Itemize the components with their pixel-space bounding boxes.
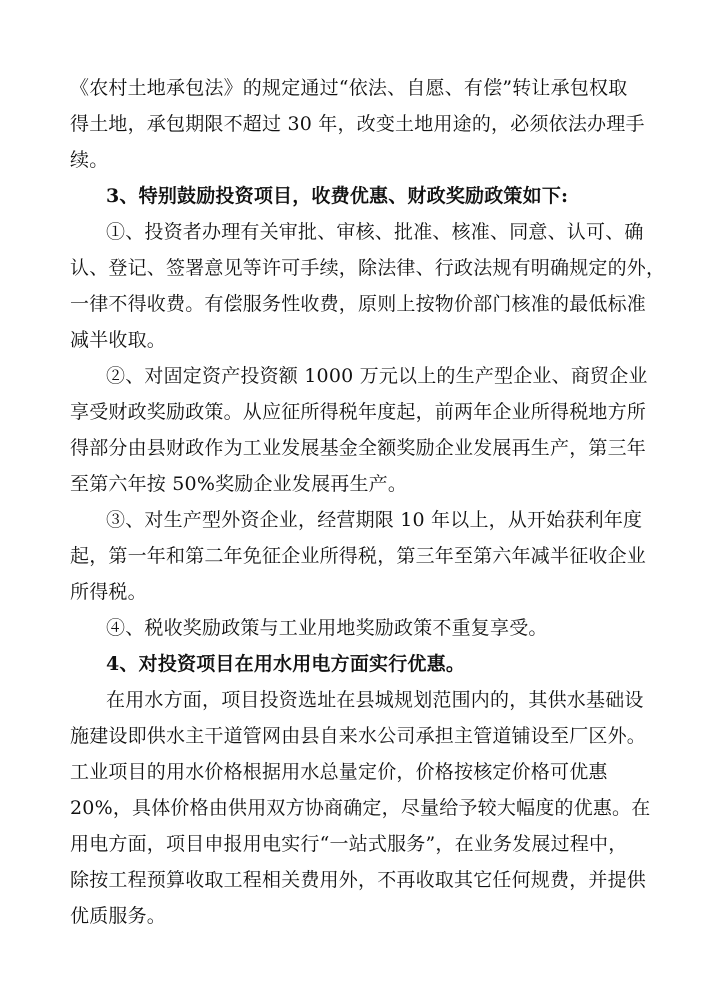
list-item-1-line: 一律不得收费。有偿服务性收费，原则上按物价部门核准的最低标准: [70, 293, 647, 315]
list-item-3-line: ③、对生产型外资企业，经营期限 10 年以上，从开始获利年度: [106, 509, 643, 531]
paragraph-line: 20%，具体价格由供用双方协商确定，尽量给予较大幅度的优惠。在: [70, 797, 651, 819]
paragraph-line: 得土地，承包期限不超过 30 年，改变土地用途的，必须依法办理手: [70, 113, 645, 135]
paragraph-line: 优质服务。: [70, 905, 167, 927]
list-item-1-line: ①、投资者办理有关审批、审核、批准、核准、同意、认可、确: [106, 221, 644, 243]
paragraph-line: 续。: [70, 149, 109, 171]
paragraph-line: 除按工程预算收取工程相关费用外，不再收取其它任何规费，并提供: [70, 869, 647, 891]
paragraph-line: 工业项目的用水价格根据用水总量定价，价格按核定价格可优惠: [70, 761, 608, 783]
list-item-1-line: 减半收取。: [70, 329, 167, 351]
list-item-2-line: ②、对固定资产投资额 1000 万元以上的生产型企业、商贸企业: [106, 365, 648, 387]
section-heading-4: 4、对投资项目在用水用电方面实行优惠。: [106, 653, 466, 675]
section-heading-3: 3、特别鼓励投资项目，收费优惠、财政奖励政策如下:: [106, 185, 569, 207]
list-item-2-line: 至第六年按 50%奖励企业发展再生产。: [70, 473, 408, 495]
list-item-2-line: 享受财政奖励政策。从应征所得税年度起，前两年企业所得税地方所: [70, 401, 647, 423]
list-item-3-line: 起，第一年和第二年免征企业所得税，第三年至第六年减半征收企业: [70, 545, 647, 567]
paragraph-line: 《农村土地承包法》的规定通过“依法、自愿、有偿”转让承包权取: [70, 77, 628, 99]
paragraph-line: 用电方面，项目申报用电实行“一站式服务”，在业务发展过程中，: [70, 833, 628, 855]
list-item-1-line: 认、登记、签署意见等许可手续，除法律、行政法规有明确规定的外，: [70, 257, 666, 279]
list-item-4-line: ④、税收奖励政策与工业用地奖励政策不重复享受。: [106, 617, 548, 639]
list-item-3-line: 所得税。: [70, 581, 147, 603]
list-item-2-line: 得部分由县财政作为工业发展基金全额奖励企业发展再生产，第三年: [70, 437, 647, 459]
paragraph-line: 施建设即供水主干道管网由县自来水公司承担主管道铺设至厂区外。: [70, 725, 647, 747]
paragraph-line: 在用水方面，项目投资选址在县城规划范围内的，其供水基础设: [106, 689, 644, 711]
